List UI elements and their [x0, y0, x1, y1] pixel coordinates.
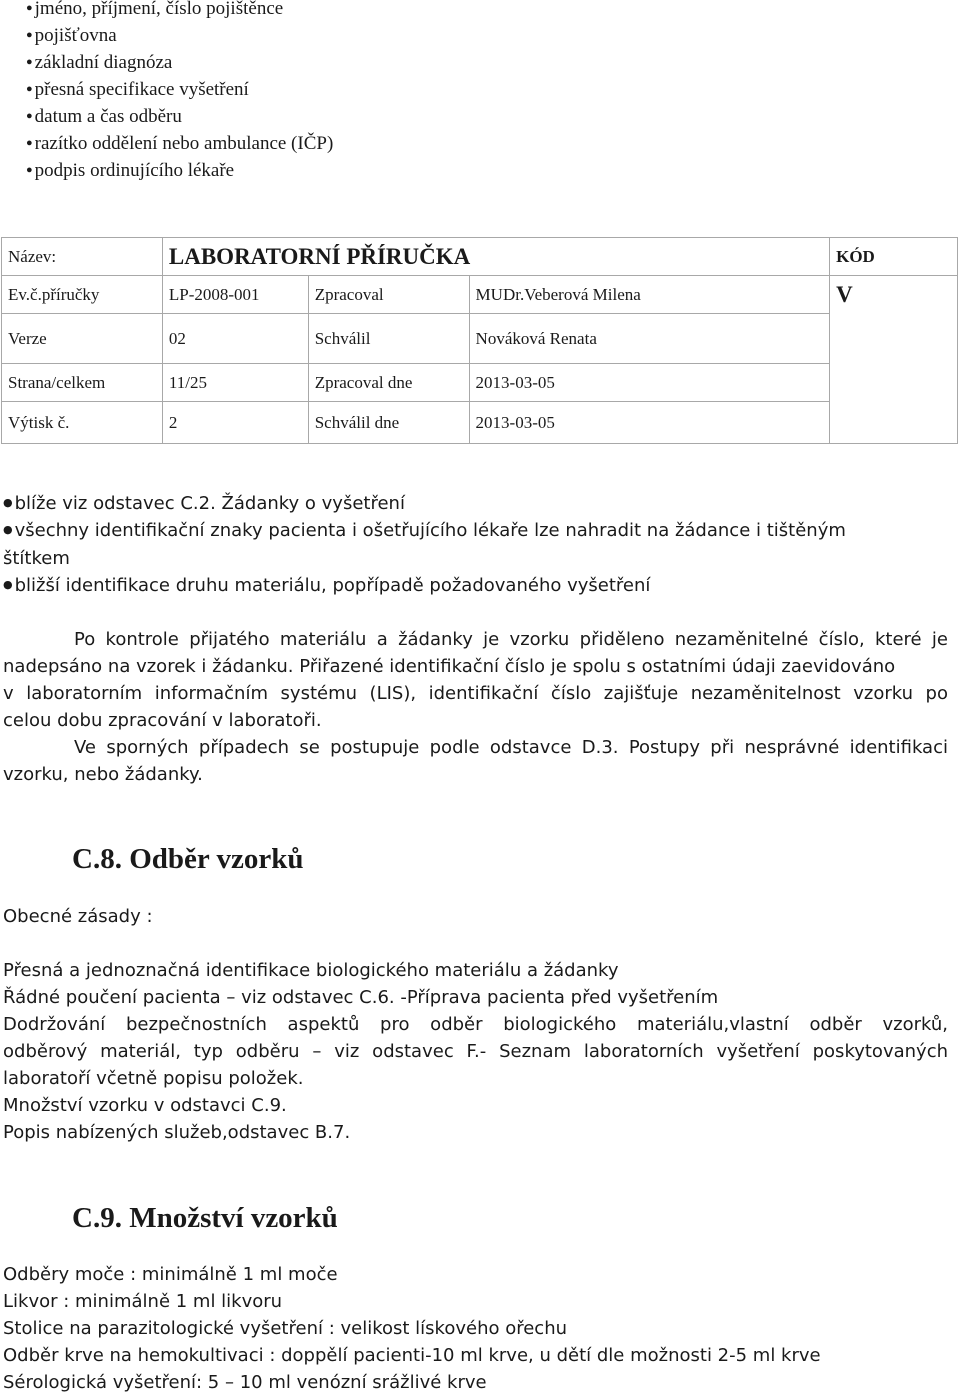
cell: Strana/celkem: [2, 364, 163, 402]
list-item-continuation: štítkem: [3, 548, 70, 569]
list-item: ● pojišťovna: [26, 25, 117, 47]
paragraph-line: Odběry moče : minimálně 1 ml moče: [3, 1264, 338, 1285]
section-heading: C.9. Množství vzorků: [72, 1202, 338, 1234]
section-subheading: Obecné zásady :: [3, 906, 153, 927]
code-value: V: [830, 276, 958, 444]
cell: Schválil: [308, 314, 469, 364]
paragraph-line: Množství vzorku v odstavci C.9.: [3, 1095, 287, 1116]
list-item: ● základní diagnóza: [26, 52, 172, 74]
cell: Zpracoval dne: [308, 364, 469, 402]
code-label: KÓD: [830, 238, 958, 276]
paragraph-line: Ve sporných případech se postupuje podle odstavce D.3. Postupy při nesprávné identifikaci: [74, 737, 948, 758]
cell: 11/25: [162, 364, 308, 402]
cell: 02: [162, 314, 308, 364]
paragraph-line: v laboratorním informačním systému (LIS), identifikační číslo zajišťuje nezaměnitelnost vzorku po: [3, 683, 948, 704]
cell: Schválil dne: [308, 402, 469, 444]
paragraph-line: Stolice na parazitologické vyšetření : velikost lískového ořechu: [3, 1318, 568, 1339]
document-header-table: [1, 237, 958, 444]
paragraph-line: odběrový materiál, typ odběru – viz odstavec F.- Seznam laboratorních vyšetření poskytovaných: [3, 1041, 948, 1062]
list-item: ● jméno, příjmení, číslo pojištěnce: [26, 0, 283, 20]
list-item: ● přesná specifikace vyšetření: [26, 79, 249, 101]
paragraph-line: Likvor : minimálně 1 ml likvoru: [3, 1291, 283, 1312]
paragraph-line: vzorku, nebo žádanky.: [3, 764, 203, 785]
cell: Ev.č.příručky: [2, 276, 163, 314]
cell: 2: [162, 402, 308, 444]
paragraph-line: Dodržování bezpečnostních aspektů pro odběr biologického materiálu,vlastní odběr vzorků,: [3, 1014, 948, 1035]
paragraph-line: celou dobu zpracování v laboratoři.: [3, 710, 322, 731]
list-item: ● blíže viz odstavec C.2. Žádanky o vyšetření: [3, 493, 405, 514]
list-item: ● datum a čas odběru: [26, 106, 182, 128]
cell: MUDr.Veberová Milena: [469, 276, 830, 314]
list-item: ● všechny identifikační znaky pacienta i ošetřujícího lékaře lze nahradit na žádance i tištěným: [3, 520, 846, 541]
name-label: Název:: [2, 238, 163, 276]
cell: 2013-03-05: [469, 364, 830, 402]
cell: Zpracoval: [308, 276, 469, 314]
list-item: ● razítko oddělení nebo ambulance (IČP): [26, 133, 333, 155]
paragraph-line: Přesná a jednoznačná identifikace biologického materiálu a žádanky: [3, 960, 619, 981]
list-item: ● bližší identifikace druhu materiálu, popřípadě požadovaného vyšetření: [3, 575, 650, 596]
cell: Nováková Renata: [469, 314, 830, 364]
section-heading: C.8. Odběr vzorků: [72, 843, 304, 875]
paragraph-line: laboratoří včetně popisu položek.: [3, 1068, 304, 1089]
list-item: ● podpis ordinujícího lékaře: [26, 160, 234, 182]
cell: Výtisk č.: [2, 402, 163, 444]
document-title: LABORATORNÍ PŘÍRUČKA: [162, 238, 829, 276]
paragraph-line: nadepsáno na vzorek i žádanku. Přiřazené identifikační číslo je spolu s ostatními údaji zaevidováno: [3, 656, 896, 677]
paragraph-line: Sérologická vyšetření: 5 – 10 ml venózní srážlivé krve: [3, 1372, 487, 1393]
paragraph-line: Řádné poučení pacienta – viz odstavec C.6. -Příprava pacienta před vyšetřením: [3, 987, 719, 1008]
cell: LP-2008-001: [162, 276, 308, 314]
paragraph-line: Popis nabízených služeb,odstavec B.7.: [3, 1122, 351, 1143]
cell: 2013-03-05: [469, 402, 830, 444]
paragraph-line: Odběr krve na hemokultivaci : doppělí pacienti-10 ml krve, u dětí dle možnosti 2-5 ml krve: [3, 1345, 821, 1366]
cell: Verze: [2, 314, 163, 364]
paragraph-line: Po kontrole přijatého materiálu a žádanky je vzorku přiděleno nezaměnitelné číslo, které je: [74, 629, 948, 650]
